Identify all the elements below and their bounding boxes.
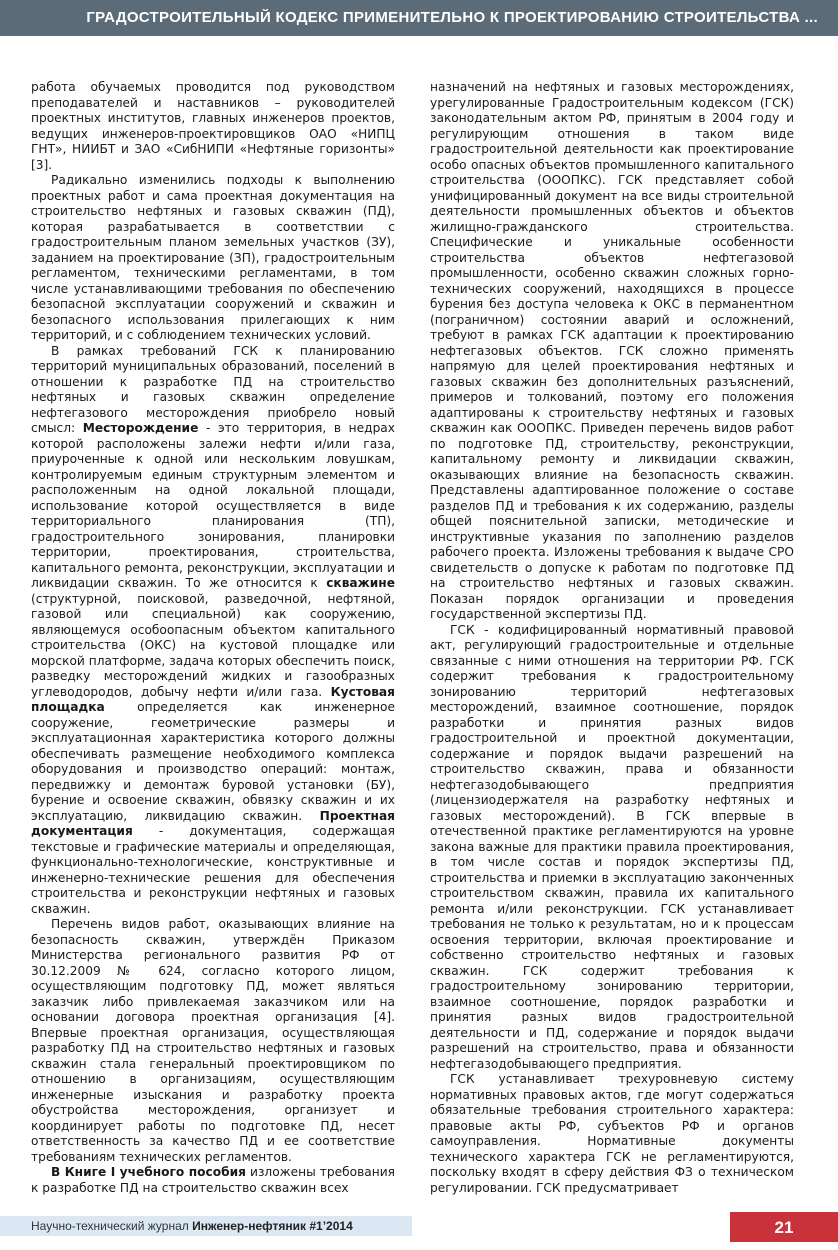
text-run: - это территория, в недрах которой расположены залежи нефти и/или газа, приуроченные к одной или нескольким ловушкам, контролируемым единым структурным элементом и расположенным на одной локальной площади, использование которой осуществляется в виде территориального планирования (ТП), градостроительного зонирования, планировки территории, проектирования, строительства, капитального ремонта, реконструкции, эксплуатации и ликвидации скважин. То же относится к	[31, 421, 395, 590]
paragraph: ГСК - кодифицированный нормативный правовой акт, регулирующий градостроительные и отдельные связанные с ними отношения на территории РФ. ГСК содержит требования к градостроительному зонированию территорий нефтегазовых месторождений, взаимное соотношение, порядок разработки и принятия разных видов градостроительной и проектной документации, содержание и порядок выдачи разрешений на строительство скважин, права и обязанности нефтегазодобывающего предприятия (лицензиодержателя на разработку нефтяных и газовых месторождений). В ГСК впервые в отечественной практике регламентируются на уровне закона важные для практики правила проектирования, в том числе состав и порядок экспертизы ПД, строительства и приемки в эксплуатацию законченных строительством скважин, правила их капитального ремонта и/или реконструкции. ГСК устанавливает требования не только к результатам, но и к процессам освоения территории, включая проектирование и собственно строительство нефтяных и газовых скважин. ГСК содержит требования к градостроительному зонированию территории, взаимное соотношение, порядок разработки и принятия разных видов градостроительной деятельности и ПД, содержание и порядок выдачи разрешений на строительство, права и обязанности нефтегазодобывающего предприятия.	[430, 622, 794, 1071]
page-number-box	[730, 1212, 838, 1242]
text-run: изложены требования к разработке ПД на строительство скважин всех	[31, 1165, 395, 1195]
paragraph	[31, 1165, 395, 1196]
running-title: ГРАДОСТРОИТЕЛЬНЫЙ КОДЕКС ПРИМЕНИТЕЛЬНО К ПРОЕКТИРОВАНИЮ СТРОИТЕЛЬСТВА ...	[86, 9, 818, 26]
left-column	[31, 80, 395, 1196]
paragraph: Перечень видов работ, оказывающих влияние на безопасность скважин, утверждён Приказом Министерства регионального развития РФ от 30.12.2009 № 624, согласно которого лицом, осуществляющим подготовку ПД, может являться заказчик либо привлекаемая заказчиком или на основании договора проектная организация [4]. Впервые проектная организация, осуществляющая разработку ПД на строительство нефтяных и газовых скважин стала генеральный проектировщиком по отношению в организациям, осуществляющим инженерные изыскания и разработку проекта обустройства месторождения, организует и координирует работы по подготовке ПД, несет ответственность за качество ПД и ее соответствие требованиям технических регламентов.	[31, 917, 395, 1164]
defined-term: Кустовая площадка	[31, 684, 395, 714]
text-run: определяется как инженерное сооружение, геометрические размеры и эксплуатационная характеристика которого должны обеспечивать размещение необходимого комплекса оборудования и производство операций: монтаж, передвижку и демонтаж буровой установки (БУ), бурение и освоение скважин, обвязку скважин и их эксплуатацию, ликвидацию скважин.	[31, 700, 395, 823]
journal-credit	[31, 1219, 353, 1233]
defined-term: скважине	[326, 576, 395, 590]
page-number: 21	[774, 1218, 794, 1237]
text-run: - документация, содержащая текстовые и графические материалы и определяющая, функционально-технологические, конструктивные и инженерно-технические решения для обеспечения строительства и реконструкции нефтяных и газовых скважин.	[31, 824, 395, 916]
journal-issue: #1’2014	[306, 1219, 353, 1233]
journal-name: Инженер-нефтяник	[192, 1219, 307, 1233]
journal-prefix: Научно-технический журнал	[31, 1219, 193, 1233]
paragraph: работа обучаемых проводится под руководством преподавателей и наставников – руководителей проектных институтов, главных инженеров проектов, ведущих инженеров-проектировщиков ОАО «НИПЦ ГНТ», НИИБТ и ЗАО «СибНИПИ «Нефтяные горизонты» [3].	[31, 80, 395, 172]
page-header-bar	[0, 0, 838, 36]
paragraph: назначений на нефтяных и газовых месторождениях, урегулированные Градостроительным кодексом (ГСК) законодательным актом РФ, принятым в 2004 году и регулирующим отношения в таком виде градостроительной деятельности как проектирование особо опасных объектов промышленного капитального строительства (ОООПКС). ГСК представляет собой унифицированный документ на все виды строительной деятельности промышленных объектов и объектов жилищно-гражданского строительства. Специфические и уникальные особенности строительства объектов нефтегазовой промышленности, особенно скважин сложных горно-технических сооружений, находящихся в процессе бурения без доступа человека к ОКС в перманентном (пограничном) состоянии аварий и осложнений, требуют в рамках ГСК адаптации к проектированию нефтегазовых объектов. ГСК сложно применять напрямую для целей проектирования нефтяных и газовых скважин без дополнительных разъяснений, примеров и толкований, поэтому его положения адаптированы к строительству нефтяных и газовых скважин как ОООПКС. Приведен перечень видов работ по подготовке ПД, строительству, реконструкции, капитальному ремонту и ликвидации скважин, оказывающих влияние на безопасность скважин. Представлены адаптированное положение о составе разделов ПД и требования к их содержанию, разделы общей пояснительной записки, методические и инструктивные указания по заполнению разделов рабочего проекта. Изложены требования к выдаче СРО свидетельств о допуске к работам по подготовке ПД на строительство нефтяных и газовых скважин. Показан порядок организации и проведения государственной экспертизы ПД.	[430, 80, 794, 621]
right-column	[430, 80, 794, 1196]
paragraph: ГСК устанавливает трехуровневую систему нормативных правовых актов, где могут содержаться обязательные требования строительного характера: правовые акты РФ, субъектов РФ и органов самоуправления. Нормативные документы технического характера ГСК не регламентируются, поскольку входят в сферу действия ФЗ о техническом регулировании. ГСК предусматривает	[430, 1072, 794, 1195]
defined-term: В Книге I учебного пособия	[51, 1165, 246, 1179]
text-run: (структурной, поисковой, разведочной, нефтяной, газовой или специальной) как сооружению, являющемуся особоопасным объектом капитального строительства (ОКС) на кустовой площадке или морской платформе, задача которых обеспечить поиск, разведку месторождений жидких и газообразных углеводородов, добычу нефти и/или газа.	[31, 591, 395, 699]
text-run: В рамках требований ГСК к планированию территорий муниципальных образований, поселений в отношении к разработке ПД на строительство нефтяных и газовых скважин определение нефтегазового месторождения приобрело новый смысл:	[31, 343, 395, 435]
paragraph	[31, 344, 395, 918]
defined-term: Месторождение	[82, 421, 199, 435]
paragraph: Радикально изменились подходы к выполнению проектных работ и сама проектная документация на строительство нефтяных и газовых скважин (ПД), которая разрабатывается в соответствии с градостроительным планом земельных участков (ЗУ), заданием на проектирование (ЗП), градостроительным регламентом, техническими регламентами, в том числе устанавливающими требования по обеспечению безопасной эксплуатации сооружений и скважин и безопасного использования прилегающих к ним территорий, и с соблюдением технических условий.	[31, 173, 395, 342]
defined-term: Проектная документация	[31, 808, 395, 838]
